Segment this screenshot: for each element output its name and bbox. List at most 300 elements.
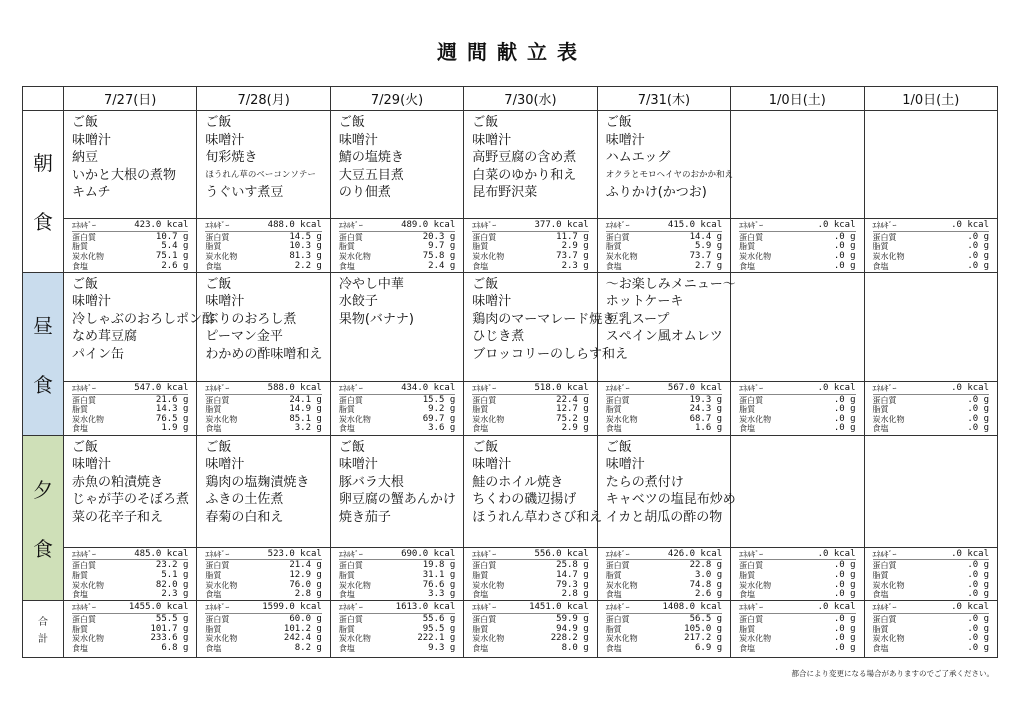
- nutrition-block: [464, 219, 596, 271]
- nutrition-label: 蛋白質: [739, 614, 764, 624]
- nutrition-label: ｴﾈﾙｷﾞｰ: [605, 383, 630, 393]
- nutrition-label: 蛋白質: [605, 232, 630, 242]
- nutrition-salt-line: [472, 590, 588, 600]
- breakfast-menu-cell: [597, 111, 734, 219]
- nutrition-label: 蛋白質: [472, 561, 497, 571]
- nutrition-energy-line: [339, 603, 455, 614]
- nutrition-label: 蛋白質: [472, 614, 497, 624]
- lunch-nutrition-cell: [330, 381, 463, 435]
- dish-item: ご飯: [205, 115, 232, 130]
- dish-list: [331, 111, 463, 218]
- meal-label-char: 夕: [33, 477, 53, 502]
- nutrition-label: 脂質: [72, 570, 88, 580]
- nutrition-label: 炭水化物: [472, 414, 505, 424]
- nutrition-salt-line: [606, 644, 722, 654]
- meal-label-char: 計: [38, 634, 48, 646]
- menu-body: [23, 111, 998, 658]
- nutrition-block: [331, 548, 463, 600]
- dish-item: 味噌汁: [472, 294, 512, 310]
- lunch-nutrition-cell: [864, 381, 997, 435]
- dish-item: いかと大根の煮物: [72, 167, 177, 183]
- nutrition-energy-value: .0 kcal: [817, 220, 856, 231]
- nutrition-protein-value: 20.3 g: [422, 231, 456, 242]
- nutrition-label: ｴﾈﾙｷﾞｰ: [72, 221, 96, 231]
- nutrition-label: 脂質: [605, 405, 622, 415]
- nutrition-label: ｴﾈﾙｷﾞｰ: [472, 221, 497, 231]
- nutrition-fat-value: 94.9 g: [556, 623, 589, 634]
- dish-item: うぐいす煮豆: [205, 185, 284, 200]
- nutrition-protein-value: 19.8 g: [422, 560, 456, 571]
- nutrition-label: 食塩: [872, 261, 889, 271]
- dish-item: 味噌汁: [72, 132, 112, 148]
- nutrition-label: 炭水化物: [605, 251, 638, 261]
- dish-item: 赤魚の粕漬焼き: [72, 474, 164, 490]
- nutrition-block: [731, 601, 863, 653]
- dish-item: ぶりのおろし煮: [205, 311, 297, 327]
- nutrition-carbs-value: 73.7 g: [689, 250, 723, 261]
- dish-list: [865, 436, 997, 547]
- dish-item: わかめの酢味噌和え: [205, 346, 323, 362]
- breakfast-nutrition-cell: [864, 219, 997, 273]
- nutrition-label: ｴﾈﾙｷﾞｰ: [872, 221, 897, 231]
- nutrition-carbs-value: 76.5 g: [155, 413, 189, 424]
- dinner-menu-cell: [330, 435, 463, 547]
- nutrition-label: 炭水化物: [472, 251, 505, 261]
- meal-label: [23, 436, 63, 601]
- nutrition-energy-line: [72, 384, 188, 395]
- nutrition-label: 脂質: [472, 405, 489, 415]
- dish-item: 焼き茄子: [338, 509, 391, 525]
- nutrition-carbs-value: 75.8 g: [422, 250, 456, 261]
- nutrition-energy-value: 518.0 kcal: [534, 382, 589, 393]
- dish-item: キャベツの塩昆布炒め: [605, 492, 736, 508]
- nutrition-carbs-value: .0 g: [967, 633, 989, 644]
- nutrition-block: [331, 601, 463, 653]
- nutrition-energy-value: 377.0 kcal: [534, 220, 589, 231]
- lunch-label-cell: [23, 272, 64, 435]
- nutrition-salt-line: [873, 424, 989, 434]
- dish-item: ご飯: [605, 439, 632, 455]
- nutrition-label: 食塩: [872, 643, 889, 653]
- nutrition-energy-value: 1408.0 kcal: [662, 602, 723, 613]
- nutrition-fat-value: 101.7 g: [150, 623, 189, 634]
- lunch-nutrition-cell: [731, 381, 864, 435]
- nutrition-label: 食塩: [205, 261, 222, 271]
- nutrition-label: 蛋白質: [872, 561, 897, 571]
- nutrition-label: 蛋白質: [472, 395, 497, 405]
- nutrition-block: [598, 219, 730, 271]
- nutrition-block: [197, 548, 329, 600]
- nutrition-energy-line: [739, 384, 855, 395]
- breakfast-menu-cell: [64, 111, 197, 219]
- dish-item: ホットケーキ: [605, 294, 684, 310]
- dish-item: 味噌汁: [205, 132, 245, 148]
- dish-list: [197, 111, 329, 218]
- nutrition-label: 炭水化物: [338, 634, 371, 644]
- dish-item: ご飯: [205, 439, 232, 455]
- dish-item: なめ茸豆腐: [72, 329, 138, 345]
- nutrition-label: ｴﾈﾙｷﾞｰ: [72, 383, 96, 393]
- nutrition-fat-value: .0 g: [967, 241, 989, 252]
- dish-item: のり佃煮: [338, 185, 391, 200]
- nutrition-label: 食塩: [872, 590, 889, 600]
- nutrition-salt-value: 3.3 g: [428, 589, 456, 600]
- nutrition-label: 脂質: [205, 242, 222, 252]
- dish-item: ひじき煮: [472, 329, 525, 345]
- dish-item: ご飯: [205, 276, 232, 292]
- nutrition-fat-value: .0 g: [967, 404, 989, 415]
- nutrition-label: ｴﾈﾙｷﾞｰ: [472, 603, 497, 613]
- nutrition-salt-line: [72, 424, 188, 434]
- total-label-cell: [23, 601, 64, 658]
- dish-item: 卵豆腐の蟹あんかけ: [338, 492, 456, 508]
- nutrition-protein-value: 60.0 g: [289, 613, 322, 624]
- nutrition-energy-line: [472, 221, 588, 232]
- breakfast-nutrition-row: [23, 219, 998, 273]
- nutrition-fat-value: 10.3 g: [289, 241, 322, 252]
- dish-item: 鶏肉の塩麹漬焼き: [205, 474, 310, 490]
- dish-item: 味噌汁: [72, 294, 112, 310]
- nutrition-label: 蛋白質: [72, 561, 96, 571]
- day-header: 7/27(日): [64, 87, 197, 111]
- total-nutrition-cell: [597, 601, 730, 658]
- nutrition-salt-line: [739, 590, 855, 600]
- nutrition-label: 炭水化物: [739, 251, 772, 261]
- nutrition-energy-value: 489.0 kcal: [401, 220, 456, 231]
- nutrition-salt-line: [205, 262, 321, 272]
- nutrition-carbs-value: 79.3 g: [556, 579, 589, 590]
- nutrition-label: 脂質: [205, 624, 222, 634]
- nutrition-label: 蛋白質: [739, 232, 764, 242]
- nutrition-label: 蛋白質: [72, 232, 96, 242]
- nutrition-label: 炭水化物: [872, 580, 905, 590]
- nutrition-fat-value: 95.5 g: [422, 623, 456, 634]
- nutrition-label: 炭水化物: [72, 580, 104, 590]
- breakfast-nutrition-cell: [731, 219, 864, 273]
- nutrition-energy-value: 1451.0 kcal: [529, 602, 589, 613]
- nutrition-energy-value: 485.0 kcal: [134, 548, 189, 559]
- nutrition-label: 食塩: [205, 424, 222, 434]
- dish-item: 水餃子: [338, 294, 378, 310]
- nutrition-label: 食塩: [72, 261, 88, 271]
- nutrition-energy-line: [72, 603, 188, 614]
- nutrition-block: [464, 601, 596, 653]
- nutrition-protein-value: 55.6 g: [422, 613, 456, 624]
- nutrition-label: 脂質: [472, 624, 489, 634]
- nutrition-label: 炭水化物: [72, 414, 104, 424]
- nutrition-label: 蛋白質: [338, 614, 363, 624]
- nutrition-energy-value: 523.0 kcal: [267, 548, 322, 559]
- nutrition-protein-value: 22.8 g: [689, 560, 723, 571]
- nutrition-label: ｴﾈﾙｷﾞｰ: [338, 383, 363, 393]
- nutrition-energy-value: 488.0 kcal: [267, 220, 322, 231]
- nutrition-salt-line: [873, 590, 989, 600]
- dish-item: ご飯: [472, 115, 499, 130]
- nutrition-carbs-value: 82.0 g: [155, 579, 189, 590]
- meal-label-char: 食: [33, 536, 53, 561]
- nutrition-protein-value: .0 g: [967, 394, 989, 405]
- nutrition-label: 食塩: [72, 590, 88, 600]
- nutrition-label: ｴﾈﾙｷﾞｰ: [472, 383, 497, 393]
- nutrition-fat-value: 5.9 g: [695, 241, 723, 252]
- nutrition-fat-value: 5.1 g: [161, 569, 189, 580]
- nutrition-protein-value: 19.3 g: [689, 394, 723, 405]
- nutrition-label: 炭水化物: [205, 634, 238, 644]
- dish-item: じゃが芋のそぼろ煮: [72, 492, 190, 508]
- nutrition-salt-value: .0 g: [967, 642, 989, 653]
- lunch-menu-cell: [731, 272, 864, 381]
- nutrition-label: 蛋白質: [205, 614, 230, 624]
- dish-list: [64, 111, 196, 218]
- nutrition-salt-line: [339, 590, 455, 600]
- nutrition-label: ｴﾈﾙｷﾞｰ: [739, 603, 764, 613]
- nutrition-salt-line: [606, 424, 722, 434]
- nutrition-energy-line: [72, 221, 188, 232]
- nutrition-fat-value: 3.0 g: [695, 569, 723, 580]
- nutrition-salt-value: 2.9 g: [561, 423, 589, 434]
- nutrition-energy-value: 567.0 kcal: [667, 382, 723, 393]
- dinner-nutrition-cell: [864, 547, 997, 601]
- nutrition-block: [64, 548, 196, 600]
- nutrition-carbs-value: 68.7 g: [689, 413, 723, 424]
- nutrition-label: ｴﾈﾙｷﾞｰ: [205, 603, 230, 613]
- nutrition-energy-line: [205, 384, 321, 395]
- nutrition-carbs-value: 228.2 g: [550, 633, 589, 644]
- lunch-dishes-row: [23, 272, 998, 381]
- nutrition-energy-value: .0 kcal: [951, 548, 989, 559]
- day-header: 1/0日(土): [731, 87, 864, 111]
- nutrition-salt-line: [472, 424, 588, 434]
- total-nutrition-cell: [197, 601, 330, 658]
- nutrition-label: 食塩: [72, 643, 88, 653]
- dinner-menu-cell: [464, 435, 603, 547]
- nutrition-protein-value: 14.5 g: [289, 231, 322, 242]
- day-header: 7/31(木): [597, 87, 730, 111]
- nutrition-energy-value: 423.0 kcal: [134, 220, 189, 231]
- nutrition-label: ｴﾈﾙｷﾞｰ: [872, 383, 897, 393]
- nutrition-block: [464, 382, 596, 434]
- nutrition-label: 蛋白質: [205, 395, 230, 405]
- dish-list: [598, 436, 736, 547]
- nutrition-salt-value: 1.9 g: [161, 423, 189, 434]
- dinner-dishes-row: [23, 435, 998, 547]
- nutrition-energy-value: .0 kcal: [951, 220, 989, 231]
- nutrition-fat-value: .0 g: [833, 623, 856, 634]
- nutrition-salt-value: 2.8 g: [294, 589, 322, 600]
- nutrition-label: ｴﾈﾙｷﾞｰ: [338, 221, 363, 231]
- nutrition-block: [464, 548, 596, 600]
- nutrition-label: 食塩: [205, 643, 222, 653]
- nutrition-salt-line: [472, 644, 588, 654]
- day-header: 7/29(火): [330, 87, 463, 111]
- nutrition-salt-value: 2.6 g: [695, 589, 723, 600]
- lunch-menu-cell: [330, 272, 463, 381]
- dish-item: 大豆五目煮: [338, 167, 404, 183]
- nutrition-energy-line: [606, 384, 722, 395]
- nutrition-label: 蛋白質: [605, 561, 630, 571]
- nutrition-fat-value: 12.9 g: [289, 569, 322, 580]
- nutrition-protein-value: .0 g: [833, 613, 856, 624]
- dinner-nutrition-cell: [464, 547, 597, 601]
- nutrition-label: 脂質: [205, 405, 222, 415]
- dish-list: [865, 273, 997, 381]
- nutrition-fat-value: 105.0 g: [684, 623, 723, 634]
- nutrition-carbs-value: 81.3 g: [289, 250, 322, 261]
- dish-item: ご飯: [338, 115, 365, 130]
- nutrition-carbs-value: .0 g: [833, 250, 856, 261]
- nutrition-protein-value: 59.9 g: [556, 613, 589, 624]
- nutrition-label: 脂質: [338, 570, 355, 580]
- nutrition-energy-line: [472, 603, 588, 614]
- nutrition-block: [731, 219, 863, 271]
- nutrition-protein-value: 23.2 g: [155, 560, 189, 571]
- nutrition-label: 食塩: [739, 261, 756, 271]
- dish-item: 白菜のゆかり和え: [472, 167, 577, 183]
- nutrition-energy-line: [339, 384, 455, 395]
- nutrition-label: 食塩: [472, 590, 489, 600]
- dinner-nutrition-cell: [731, 547, 864, 601]
- nutrition-salt-line: [205, 590, 321, 600]
- nutrition-label: 食塩: [605, 424, 622, 434]
- total-nutrition-cell: [64, 601, 197, 658]
- dish-item: 〜お楽しみメニュー〜: [605, 276, 736, 292]
- nutrition-energy-line: [72, 550, 188, 561]
- lunch-nutrition-cell: [464, 381, 597, 435]
- nutrition-energy-value: 690.0 kcal: [401, 548, 456, 559]
- nutrition-block: [731, 382, 863, 434]
- nutrition-label: ｴﾈﾙｷﾞｰ: [739, 221, 764, 231]
- nutrition-salt-line: [205, 424, 321, 434]
- dish-item: 豆乳スープ: [605, 311, 670, 327]
- nutrition-label: 炭水化物: [872, 414, 905, 424]
- nutrition-block: [331, 219, 463, 271]
- nutrition-fat-value: 2.9 g: [561, 241, 589, 252]
- nutrition-label: 蛋白質: [338, 561, 363, 571]
- nutrition-label: 脂質: [739, 570, 756, 580]
- nutrition-salt-value: 2.3 g: [161, 589, 189, 600]
- nutrition-carbs-value: 217.2 g: [684, 633, 723, 644]
- total-nutrition-cell: [731, 601, 864, 658]
- nutrition-label: 食塩: [205, 590, 222, 600]
- nutrition-salt-line: [205, 644, 321, 654]
- nutrition-salt-line: [606, 262, 722, 272]
- breakfast-label-cell: [23, 111, 64, 273]
- dish-item: 味噌汁: [472, 132, 512, 148]
- dinner-menu-cell: [731, 435, 864, 547]
- dish-item: オクラとモロヘイヤのおかか和え: [605, 169, 734, 180]
- nutrition-label: 食塩: [739, 424, 756, 434]
- dish-item: 高野豆腐の含め煮: [472, 150, 577, 165]
- meal-label-char: 食: [33, 210, 53, 235]
- nutrition-energy-value: 1599.0 kcal: [262, 602, 322, 613]
- nutrition-label: 食塩: [338, 261, 355, 271]
- nutrition-label: 蛋白質: [338, 395, 363, 405]
- meal-label-char: 朝: [33, 151, 53, 176]
- nutrition-carbs-value: .0 g: [967, 250, 989, 261]
- nutrition-energy-line: [339, 221, 455, 232]
- day-header: 7/28(月): [197, 87, 330, 111]
- meal-label-char: 昼: [33, 313, 53, 338]
- nutrition-block: [865, 219, 997, 271]
- nutrition-label: 炭水化物: [872, 634, 905, 644]
- nutrition-protein-value: .0 g: [967, 231, 989, 242]
- dish-item: 豚バラ大根: [338, 474, 404, 490]
- breakfast-nutrition-cell: [197, 219, 330, 273]
- meal-label: [23, 111, 63, 272]
- nutrition-energy-value: 434.0 kcal: [401, 382, 456, 393]
- nutrition-carbs-value: .0 g: [967, 413, 989, 424]
- dinner-nutrition-cell: [597, 547, 730, 601]
- nutrition-label: 炭水化物: [472, 634, 505, 644]
- nutrition-salt-line: [739, 262, 855, 272]
- dish-item: 昆布野沢菜: [472, 185, 538, 200]
- nutrition-energy-line: [739, 550, 855, 561]
- nutrition-label: 脂質: [872, 570, 889, 580]
- nutrition-salt-line: [873, 262, 989, 272]
- nutrition-label: 蛋白質: [739, 561, 764, 571]
- nutrition-label: 炭水化物: [72, 634, 104, 644]
- dish-list: [731, 436, 863, 547]
- breakfast-nutrition-cell: [330, 219, 463, 273]
- nutrition-salt-value: 1.6 g: [695, 423, 723, 434]
- nutrition-label: 食塩: [72, 424, 88, 434]
- dish-item: 味噌汁: [205, 457, 245, 473]
- nutrition-label: 脂質: [338, 405, 355, 415]
- nutrition-energy-value: .0 kcal: [817, 602, 856, 613]
- breakfast-nutrition-cell: [64, 219, 197, 273]
- nutrition-fat-value: .0 g: [833, 404, 856, 415]
- dish-item: 味噌汁: [205, 294, 245, 310]
- nutrition-fat-value: 12.7 g: [556, 404, 589, 415]
- dish-item: ご飯: [72, 115, 99, 130]
- nutrition-salt-value: .0 g: [967, 589, 989, 600]
- dinner-menu-cell: [64, 435, 197, 547]
- nutrition-salt-line: [339, 644, 455, 654]
- nutrition-fat-value: .0 g: [967, 569, 989, 580]
- dinner-nutrition-row: [23, 547, 998, 601]
- dish-list: [598, 273, 736, 381]
- meal-label-char: 合: [38, 617, 48, 629]
- nutrition-energy-line: [339, 550, 455, 561]
- nutrition-label: 炭水化物: [605, 634, 638, 644]
- nutrition-label: ｴﾈﾙｷﾞｰ: [72, 549, 96, 559]
- nutrition-label: 蛋白質: [72, 614, 96, 624]
- nutrition-protein-value: 25.8 g: [556, 560, 589, 571]
- dish-item: 鯖の塩焼き: [338, 150, 404, 165]
- nutrition-fat-value: .0 g: [967, 623, 989, 634]
- dish-item: ご飯: [72, 439, 99, 455]
- lunch-menu-cell: [597, 272, 736, 381]
- nutrition-energy-value: 415.0 kcal: [667, 220, 723, 231]
- dish-item: 冷やし中華: [338, 276, 404, 292]
- nutrition-label: 蛋白質: [205, 561, 230, 571]
- dish-item: 味噌汁: [338, 132, 378, 148]
- lunch-nutrition-row: [23, 381, 998, 435]
- nutrition-block: [197, 382, 329, 434]
- nutrition-protein-value: .0 g: [833, 394, 856, 405]
- nutrition-label: 脂質: [338, 624, 355, 634]
- nutrition-salt-line: [606, 590, 722, 600]
- dish-item: ご飯: [72, 276, 99, 292]
- breakfast-nutrition-cell: [464, 219, 597, 273]
- dinner-menu-cell: [864, 435, 997, 547]
- dish-item: 味噌汁: [338, 457, 378, 473]
- nutrition-label: 炭水化物: [338, 251, 371, 261]
- dish-item: ご飯: [472, 276, 499, 292]
- nutrition-label: 炭水化物: [605, 580, 638, 590]
- dish-list: [464, 111, 596, 218]
- nutrition-label: ｴﾈﾙｷﾞｰ: [872, 549, 897, 559]
